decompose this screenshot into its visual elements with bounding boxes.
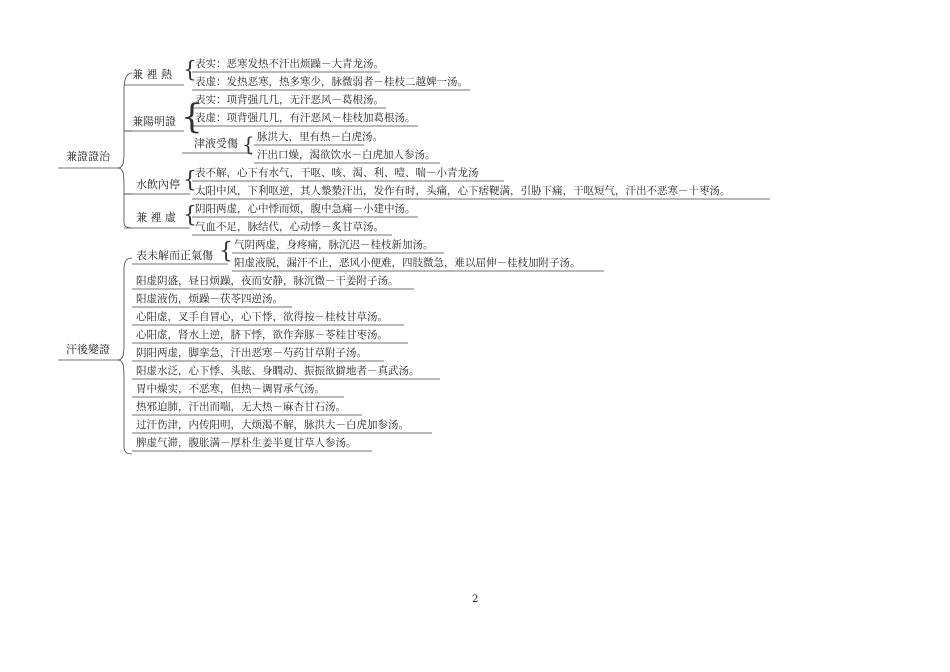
leaf-item: 气阴两虚，身疼痛，脉沉迟－桂枝新加汤。 xyxy=(234,239,434,251)
leaf-item: 阴阳两虚，心中悸而烦，腹中急痛－小建中汤。 xyxy=(195,203,416,215)
sub-branch-label: 津液受傷 xyxy=(194,137,238,150)
brace-icon: { xyxy=(183,58,197,83)
leaf-item: 阳虚液脱，漏汗不止，恶风小便难，四肢微急，难以屈伸－桂枝加附子汤。 xyxy=(234,257,581,269)
branch-label: 兼 裡 虛 xyxy=(136,211,176,224)
leaf-item: 阴阳两虚，脚挛急，汗出恶寒－芍药甘草附子汤。 xyxy=(136,347,367,359)
branch-label: 兼陽明證 xyxy=(132,115,176,128)
leaf-item: 汗出口燥，渴欲饮水－白虎加人参汤。 xyxy=(257,149,436,161)
brace-icon: { xyxy=(181,97,203,137)
brace-icon: { xyxy=(183,168,197,193)
leaf-item: 脾虚气滞，腹胀满－厚朴生姜半夏甘草人参汤。 xyxy=(136,437,357,449)
brace-icon: { xyxy=(183,203,197,228)
branch-label: 兼 裡 熱 xyxy=(132,68,172,81)
leaf-item: 太阳中风，下利呕逆，其人漐漐汗出，发作有时，头痛，心下痞鞕满，引胁下痛，干呕短气，汗出不恶寒－十枣汤。 xyxy=(195,185,731,197)
leaf-item: 阳虚液伤，烦躁－茯苓四逆汤。 xyxy=(136,293,283,305)
leaf-item: 表实：恶寒发热不汗出烦躁－大青龙汤。 xyxy=(195,58,384,70)
leaf-item: 气血不足，脉结代，心动悸－炙甘草汤。 xyxy=(195,221,384,233)
topic-label: 汗後變證 xyxy=(66,343,110,356)
brace-icon: { xyxy=(242,132,255,156)
leaf-item: 过汗伤津，内传阳明，大烦渴不解，脉洪大－白虎加参汤。 xyxy=(136,419,409,431)
leaf-item: 表不解，心下有水气，干呕、咳、渴、利、噎、喘－小青龙汤 xyxy=(195,167,479,179)
leaf-item: 表虚：发热恶寒，热多寒少，脉微弱者－桂枝二越婢一汤。 xyxy=(195,76,468,88)
leaf-item: 表虚：项背强几几，有汗恶风－桂枝加葛根汤。 xyxy=(195,112,416,124)
branch-label: 水飲內停 xyxy=(136,178,180,191)
leaf-item: 阳虚阴盛，昼日烦躁，夜而安静，脉沉微－干姜附子汤。 xyxy=(136,275,399,287)
leaf-item: 阳虚水泛，心下悸、头眩、身瞤动、振振欲擗地者－真武汤。 xyxy=(136,365,420,377)
brace-icon: { xyxy=(219,239,233,264)
page-number: 2 xyxy=(472,594,479,605)
leaf-item: 心阳虚，叉手自冒心，心下悸，欲得按－桂枝甘草汤。 xyxy=(136,311,388,323)
leaf-item: 心阳虚，肾水上逆，脐下悸，欲作奔豚－苓桂甘枣汤。 xyxy=(136,329,388,341)
leaf-item: 胃中燥实，不恶寒，但热－调胃承气汤。 xyxy=(136,383,325,395)
topic-label: 兼證證治 xyxy=(66,150,110,163)
leaf-item: 表实：项背强几几，无汗恶风－葛根汤。 xyxy=(195,94,384,106)
leaf-item: 热邪迫肺，汗出而喘，无大热－麻杏甘石汤。 xyxy=(136,401,346,413)
leaf-item: 脉洪大，里有热－白虎汤。 xyxy=(257,131,383,143)
sub-branch-label: 表未解而正氣傷 xyxy=(136,249,213,262)
